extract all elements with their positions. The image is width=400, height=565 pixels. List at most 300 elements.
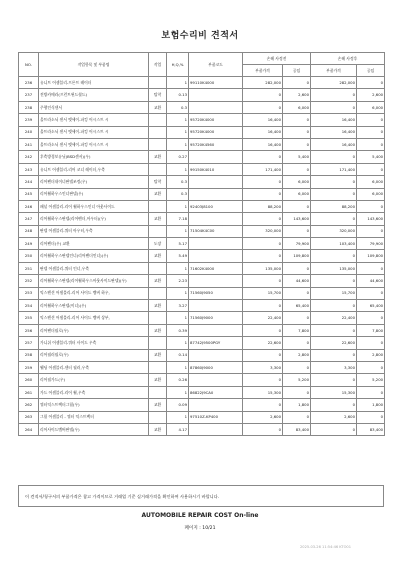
table-cell: [189, 213, 243, 225]
table-cell: 7,800: [357, 324, 385, 336]
table-cell: [189, 238, 243, 250]
table-cell: 237: [19, 89, 39, 101]
table-cell: 1: [167, 200, 189, 212]
table-cell: 리어휠하우스인너판넬(우): [39, 188, 149, 200]
table-cell: 86822J9CA0: [189, 386, 243, 398]
table-row: [19, 300, 385, 312]
table-cell: 0: [283, 386, 311, 398]
table-cell: 15,700: [243, 287, 283, 299]
table-cell: 0: [311, 324, 357, 336]
table-cell: 익스텐션 어셈블리-리어 사이드 멤버 상부,: [39, 312, 149, 324]
table-cell: 전방카메라(프런트윈드쉴드): [39, 89, 149, 101]
table-row: [19, 89, 385, 101]
table-cell: 0: [283, 77, 311, 89]
table-cell: 252: [19, 275, 39, 287]
table-cell: 2.23: [167, 275, 189, 287]
table-cell: 0.3: [167, 188, 189, 200]
table-cell: 리어펜더내이너판넬조정(우): [39, 176, 149, 188]
table-cell: 0: [357, 114, 385, 126]
table-cell: 87860J9000: [189, 361, 243, 373]
table-cell: [189, 89, 243, 101]
table-cell: 그릴 어셈블리 - 쿼터 익스트랙터: [39, 411, 149, 423]
table-cell: 유니트 어셈블리-프론트 레이더: [39, 77, 149, 89]
table-cell: 87742J9500PGY: [189, 337, 243, 349]
table-cell: 리어팬더필로(우): [39, 324, 149, 336]
table-cell: 282,000: [311, 77, 357, 89]
table-row: [19, 138, 385, 150]
table-cell: 1: [167, 225, 189, 237]
table-cell: 0.13: [167, 89, 189, 101]
table-cell: 4.17: [167, 423, 189, 435]
table-row: [19, 101, 385, 113]
table-cell: 0: [357, 287, 385, 299]
table-cell: 240: [19, 126, 39, 138]
table-cell: 3,300: [243, 361, 283, 373]
table-cell: 0: [283, 225, 311, 237]
table-cell: 0: [357, 163, 385, 175]
table-cell: [189, 423, 243, 435]
table-cell: 258: [19, 349, 39, 361]
table-cell: [149, 126, 167, 138]
table-row: [19, 213, 385, 225]
table-cell: 95720K4000: [189, 114, 243, 126]
table-cell: [149, 225, 167, 237]
table-cell: [189, 250, 243, 262]
table-cell: 웰딩 어셈블리-센터 필러,우측: [39, 361, 149, 373]
table-cell: 리어필러필로(우): [39, 349, 149, 361]
table-cell: 0: [311, 188, 357, 200]
table-cell: 1,800: [283, 399, 311, 411]
table-cell: 0: [357, 126, 385, 138]
table-cell: 탈착: [149, 89, 167, 101]
table-cell: 1: [167, 312, 189, 324]
table-cell: 0.3: [167, 176, 189, 188]
table-cell: 0: [243, 213, 283, 225]
table-cell: 44,600: [357, 275, 385, 287]
table-cell: 0: [357, 77, 385, 89]
table-cell: 5,400: [283, 151, 311, 163]
table-cell: 0: [283, 337, 311, 349]
table-cell: 0: [243, 238, 283, 250]
table-cell: 0: [283, 200, 311, 212]
table-cell: [149, 138, 167, 150]
table-cell: 15,700: [311, 287, 357, 299]
table-cell: 5,200: [283, 374, 311, 386]
table-cell: 리어사이드멤버판넬(우): [39, 423, 149, 435]
table-cell: 익스텐션 어셈블리-리어 사이드 멤버 하우,: [39, 287, 149, 299]
table-cell: 교환: [149, 399, 167, 411]
table-cell: 248: [19, 225, 39, 237]
table-cell: 71602K4000: [189, 262, 243, 274]
table-cell: [189, 275, 243, 287]
table-cell: 0: [311, 275, 357, 287]
table-cell: 2,600: [357, 89, 385, 101]
table-row: [19, 361, 385, 373]
table-cell: 109,800: [283, 250, 311, 262]
table-cell: 0.27: [167, 151, 189, 163]
table-cell: 16,400: [311, 138, 357, 150]
table-cell: 109,800: [357, 250, 385, 262]
table-cell: 92403J8100: [189, 200, 243, 212]
table-row: [19, 287, 385, 299]
table-cell: [189, 176, 243, 188]
table-cell: 0: [357, 411, 385, 423]
table-cell: 257: [19, 337, 39, 349]
table-cell: 88,200: [311, 200, 357, 212]
table-row: [19, 275, 385, 287]
table-cell: 99150K4010: [189, 163, 243, 175]
table-row: [19, 374, 385, 386]
table-cell: 263: [19, 411, 39, 423]
table-row: [19, 126, 385, 138]
table-cell: 171,400: [311, 163, 357, 175]
table-cell: 후측방경보유닛(BSD센서)(우): [39, 151, 149, 163]
table-cell: 251: [19, 262, 39, 274]
table-cell: 2,600: [283, 89, 311, 101]
table-cell: 1: [167, 126, 189, 138]
header-labor-after: 공임: [357, 65, 385, 77]
table-row: [19, 411, 385, 423]
table-cell: 0: [243, 300, 283, 312]
table-cell: 1: [167, 138, 189, 150]
table-cell: [189, 374, 243, 386]
table-cell: 83,400: [357, 423, 385, 435]
table-cell: 3.27: [167, 300, 189, 312]
table-cell: 교환: [149, 300, 167, 312]
table-row: [19, 238, 385, 250]
table-row: [19, 200, 385, 212]
table-cell: 0: [311, 399, 357, 411]
table-cell: 0: [243, 374, 283, 386]
table-cell: 리어휠하우스판넬(리어휠하우스아웃사이드판넬)(우): [39, 275, 149, 287]
table-cell: 교환: [149, 324, 167, 336]
table-row: [19, 163, 385, 175]
table-cell: 0: [243, 324, 283, 336]
table-cell: 0: [283, 138, 311, 150]
table-cell: 16,400: [243, 138, 283, 150]
table-cell: 250: [19, 250, 39, 262]
table-cell: 0.14: [167, 349, 189, 361]
table-cell: 0: [243, 349, 283, 361]
table-cell: 7.18: [167, 213, 189, 225]
table-cell: 리어펜더(우) 교환: [39, 238, 149, 250]
table-cell: 320,000: [243, 225, 283, 237]
header-no: NO.: [19, 53, 39, 77]
table-cell: 리어휠하우스판넬(리어펜더,아우터)(우): [39, 213, 149, 225]
table-cell: 0.39: [167, 324, 189, 336]
table-cell: 247: [19, 213, 39, 225]
table-cell: 5,400: [357, 151, 385, 163]
table-cell: 주행인식센서: [39, 101, 149, 113]
table-cell: 0: [243, 89, 283, 101]
table-cell: 254: [19, 300, 39, 312]
table-cell: 95720K4000: [189, 126, 243, 138]
table-cell: 16,400: [243, 126, 283, 138]
table-cell: 리어휠하우스판넬인너(리어펜더인너)(우): [39, 250, 149, 262]
table-cell: [189, 399, 243, 411]
table-cell: 0: [283, 287, 311, 299]
table-cell: 16,400: [243, 114, 283, 126]
table-cell: 2,600: [311, 411, 357, 423]
table-cell: 99110K4000: [189, 77, 243, 89]
table-cell: 1: [167, 77, 189, 89]
table-cell: 282,000: [243, 77, 283, 89]
table-cell: [149, 77, 167, 89]
table-cell: 241: [19, 138, 39, 150]
table-cell: 0: [243, 188, 283, 200]
table-cell: [149, 200, 167, 212]
table-cell: 1: [167, 262, 189, 274]
table-cell: 320,000: [311, 225, 357, 237]
table-cell: 22,600: [243, 337, 283, 349]
table-cell: 135,000: [243, 262, 283, 274]
table-row: [19, 399, 385, 411]
table-cell: [189, 151, 243, 163]
table-cell: 0: [357, 138, 385, 150]
table-cell: 1: [167, 163, 189, 175]
table-cell: 44,600: [283, 275, 311, 287]
table-cell: 1: [167, 337, 189, 349]
estimate-body: [19, 77, 385, 436]
table-cell: 1,800: [357, 399, 385, 411]
table-cell: 3,300: [311, 361, 357, 373]
table-cell: 79,900: [283, 238, 311, 250]
table-cell: 유니트 어셈블리-리어 코너 레이더,우측: [39, 163, 149, 175]
table-cell: 0: [283, 411, 311, 423]
table-cell: [149, 114, 167, 126]
table-cell: 0: [357, 312, 385, 324]
table-cell: 264: [19, 423, 39, 435]
table-cell: 0: [357, 225, 385, 237]
table-cell: 0: [357, 200, 385, 212]
table-cell: [149, 361, 167, 373]
header-code: 부품코드: [189, 53, 243, 77]
table-cell: [149, 337, 167, 349]
table-cell: 22,400: [311, 312, 357, 324]
table-cell: 65,400: [357, 300, 385, 312]
table-cell: 16,400: [311, 126, 357, 138]
table-cell: [189, 324, 243, 336]
table-cell: 249: [19, 238, 39, 250]
table-cell: 판넬 어셈블리-쿼터 아우터,우측: [39, 225, 149, 237]
table-cell: 0: [311, 89, 357, 101]
table-cell: 71560J9050: [189, 287, 243, 299]
table-row: [19, 423, 385, 435]
table-cell: 236: [19, 77, 39, 89]
table-cell: 88,200: [243, 200, 283, 212]
table-cell: 7,800: [283, 324, 311, 336]
table-cell: 79,900: [357, 238, 385, 250]
table-cell: 0: [283, 126, 311, 138]
table-cell: 15,300: [243, 386, 283, 398]
table-cell: 6,000: [283, 101, 311, 113]
table-cell: 242: [19, 151, 39, 163]
table-cell: 0: [283, 262, 311, 274]
table-cell: 0: [311, 176, 357, 188]
table-cell: 0: [311, 349, 357, 361]
table-cell: 260: [19, 374, 39, 386]
table-cell: 103,400: [311, 238, 357, 250]
table-cell: 16,400: [311, 114, 357, 126]
table-cell: 0: [311, 250, 357, 262]
table-cell: [189, 349, 243, 361]
table-cell: 0: [357, 361, 385, 373]
table-cell: 243: [19, 163, 39, 175]
table-cell: 0.3: [167, 101, 189, 113]
table-cell: 253: [19, 287, 39, 299]
brand-footer: AUTOMOBILE REPAIR COST On-line: [141, 512, 259, 519]
table-cell: 5.17: [167, 238, 189, 250]
table-cell: 239: [19, 114, 39, 126]
table-cell: 0: [243, 275, 283, 287]
table-cell: 교환: [149, 188, 167, 200]
table-cell: [149, 287, 167, 299]
table-cell: 238: [19, 101, 39, 113]
table-row: [19, 250, 385, 262]
table-cell: 245: [19, 188, 39, 200]
table-cell: 패널 어셈블리-리어 휠하우스인너 아웃사이드: [39, 200, 149, 212]
table-cell: 리어휠하우스판넬(이너)(우): [39, 300, 149, 312]
table-cell: [149, 312, 167, 324]
table-cell: 0: [311, 374, 357, 386]
table-cell: 교환: [149, 374, 167, 386]
header-price-after: 부품가격: [311, 65, 357, 77]
table-cell: 0: [283, 114, 311, 126]
table-cell: 울트라소닉 센서 엣세이-파킹 어시스트 시: [39, 138, 149, 150]
table-cell: 0: [311, 151, 357, 163]
table-cell: 0: [357, 386, 385, 398]
table-cell: 261: [19, 386, 39, 398]
table-cell: 0.09: [167, 399, 189, 411]
table-cell: 교환: [149, 213, 167, 225]
table-cell: 0.26: [167, 374, 189, 386]
table-cell: 0: [243, 250, 283, 262]
table-cell: 262: [19, 399, 39, 411]
table-cell: 1: [167, 411, 189, 423]
table-cell: [149, 262, 167, 274]
table-cell: 0: [311, 213, 357, 225]
table-cell: 0: [283, 163, 311, 175]
table-cell: 6,000: [357, 188, 385, 200]
table-cell: 5,200: [357, 374, 385, 386]
table-cell: 6,000: [283, 176, 311, 188]
table-cell: 6,000: [283, 188, 311, 200]
table-cell: 가니쉬 어셈블리-쿼터 사이드 우측: [39, 337, 149, 349]
table-cell: 1: [167, 386, 189, 398]
table-cell: 탈착: [149, 176, 167, 188]
table-cell: 0: [243, 423, 283, 435]
table-cell: 리어필가드(우): [39, 374, 149, 386]
table-cell: 도장: [149, 238, 167, 250]
table-cell: 83,400: [283, 423, 311, 435]
table-cell: [149, 411, 167, 423]
table-cell: 97510Z-KP400: [189, 411, 243, 423]
table-cell: 0: [283, 361, 311, 373]
table-cell: 0: [243, 101, 283, 113]
table-cell: 0: [283, 312, 311, 324]
table-cell: 71504K4C00: [189, 225, 243, 237]
table-cell: [189, 188, 243, 200]
table-cell: 1: [167, 287, 189, 299]
table-cell: 0: [311, 300, 357, 312]
table-cell: [189, 300, 243, 312]
table-cell: 22,400: [243, 312, 283, 324]
document-title: 보험수리비 견적서: [161, 31, 239, 41]
table-cell: 0: [243, 399, 283, 411]
table-cell: 2,800: [357, 349, 385, 361]
table-row: [19, 312, 385, 324]
header-group-after: 손해 사정후: [311, 53, 385, 65]
table-row: [19, 324, 385, 336]
table-cell: 15,300: [311, 386, 357, 398]
table-cell: 171,400: [243, 163, 283, 175]
table-cell: 71560J9000: [189, 312, 243, 324]
table-cell: 가드 어셈블리-리어 휠,우측: [39, 386, 149, 398]
table-cell: 2,800: [283, 349, 311, 361]
table-row: [19, 337, 385, 349]
table-cell: 0: [243, 176, 283, 188]
table-cell: 143,600: [283, 213, 311, 225]
table-cell: 244: [19, 176, 39, 188]
table-row: [19, 151, 385, 163]
table-cell: 교환: [149, 423, 167, 435]
table-cell: 0: [357, 262, 385, 274]
page-number: 페이지 : 10/21: [184, 526, 216, 531]
table-cell: [149, 163, 167, 175]
table-cell: 0: [311, 423, 357, 435]
table-cell: 0: [243, 151, 283, 163]
table-cell: 65,400: [283, 300, 311, 312]
table-row: [19, 262, 385, 274]
table-row: [19, 114, 385, 126]
table-row: [19, 188, 385, 200]
table-cell: 울트라소닉 센서 엣세이-파킹 어시스트 시: [39, 114, 149, 126]
table-cell: 교환: [149, 250, 167, 262]
header-group-before: 손해 사정전: [243, 53, 311, 65]
table-cell: 255: [19, 312, 39, 324]
table-cell: 5.49: [167, 250, 189, 262]
table-cell: 143,600: [357, 213, 385, 225]
table-cell: 6,000: [357, 176, 385, 188]
table-row: [19, 77, 385, 89]
table-cell: 울트라소닉 센서 엣세이-파킹 어시스트 시: [39, 126, 149, 138]
header-work: 작업: [149, 53, 167, 77]
table-cell: 교환: [149, 101, 167, 113]
estimate-table: [18, 52, 385, 436]
table-cell: 교환: [149, 275, 167, 287]
table-cell: 쿼터익스트랙터그릴(우): [39, 399, 149, 411]
table-cell: 135,000: [311, 262, 357, 274]
table-cell: 22,600: [311, 337, 357, 349]
header-price-before: 부품가격: [243, 65, 283, 77]
table-cell: [149, 386, 167, 398]
table-cell: 2,600: [243, 411, 283, 423]
price-notice: 이 견적서/청구서의 부품가격은 참고 가격이므로 거래업 기준 실거래가격을 확인하여 사용하시기 바랍니다.: [18, 485, 384, 507]
table-cell: 1: [167, 361, 189, 373]
header-item: 작업항목 및 부품명: [39, 53, 149, 77]
header-labor-before: 공임: [283, 65, 311, 77]
table-cell: 1: [167, 114, 189, 126]
table-cell: 교환: [149, 349, 167, 361]
table-cell: 판넬 어셈블리-쿼터 인너,우측: [39, 262, 149, 274]
table-cell: 교환: [149, 151, 167, 163]
table-cell: 0: [357, 337, 385, 349]
table-row: [19, 349, 385, 361]
table-cell: 246: [19, 200, 39, 212]
table-cell: 259: [19, 361, 39, 373]
table-row: [19, 386, 385, 398]
table-cell: 95720K4560: [189, 138, 243, 150]
